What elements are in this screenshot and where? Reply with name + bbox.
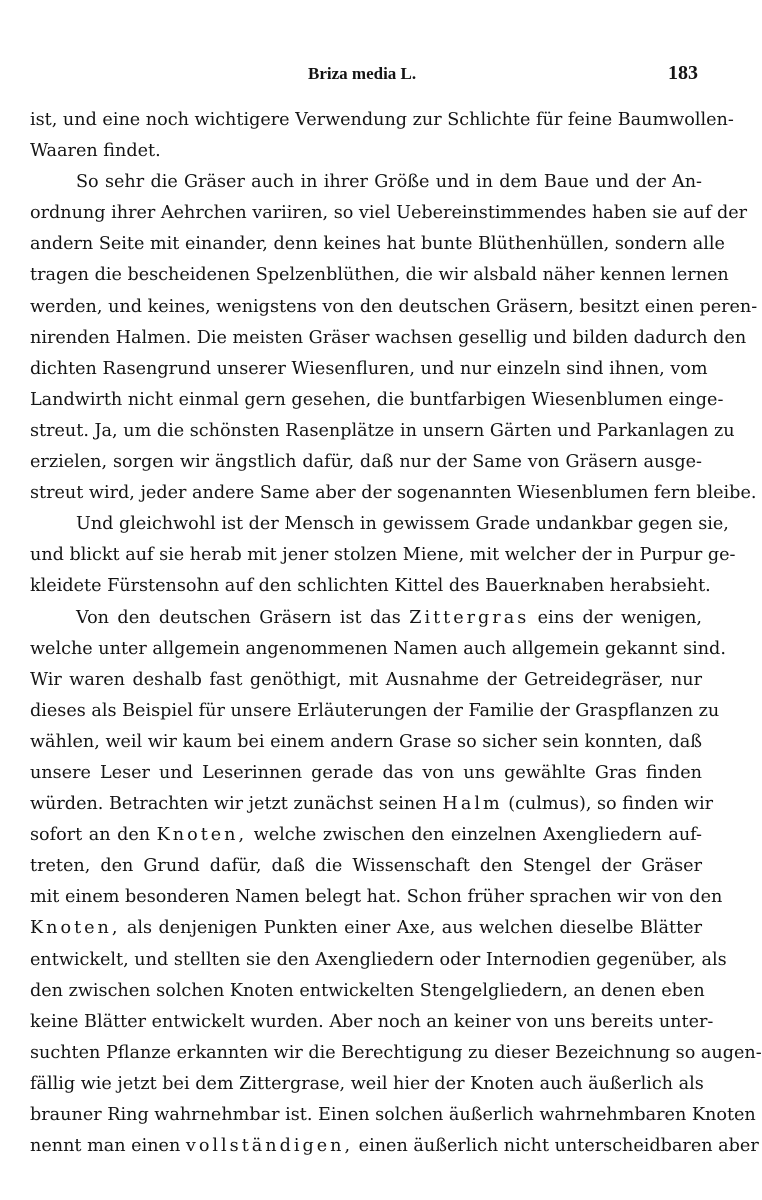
text-line: nirenden Halmen. Die meisten Gräser wachsen gesellig und bilden dadurch den	[30, 327, 747, 348]
text-line: kleidete Fürstensohn auf den schlichten Kittel des Bauerknaben herabsieht.	[30, 576, 711, 597]
running-head-title: Briza media L.	[308, 64, 417, 83]
text-line: Knoten, als denjenigen Punkten einer Axe, aus welchen dieselbe Blätter	[30, 918, 702, 939]
text-line: und blickt auf sie herab mit jener stolzen Miene, mit welcher der in Purpur ge-	[30, 545, 736, 566]
text-line: welche unter allgemein angenommenen Namen auch allgemein gekannt sind.	[30, 638, 726, 659]
text-line: treten, den Grund dafür, daß die Wissenschaft den Stengel der Gräser	[30, 856, 702, 877]
running-head	[0, 62, 732, 88]
text-line: ist, und eine noch wichtigere Verwendung zur Schlichte für feine Baumwollen-	[30, 110, 734, 130]
text-line: ordnung ihrer Aehrchen variiren, so viel Uebereinstimmendes haben sie auf der	[30, 203, 748, 224]
text-line: dichten Rasengrund unserer Wiesenfluren, und nur einzeln sind ihnen, vom	[30, 358, 708, 379]
text-line: Von den deutschen Gräsern ist das Zittergras eins der wenigen,	[76, 607, 703, 628]
text-line: suchten Pflanze erkannten wir die Berechtigung zu dieser Bezeichnung so augen-	[30, 1042, 762, 1063]
text-line: Und gleichwohl ist der Mensch in gewissem Grade undankbar gegen sie,	[76, 514, 729, 535]
text-line: dieses als Beispiel für unsere Erläuterungen der Familie der Graspflanzen zu	[30, 700, 720, 721]
text-line: tragen die bescheidenen Spelzenblüthen, die wir alsbald näher kennen lernen	[30, 265, 729, 286]
text-line: würden. Betrachten wir jetzt zunächst seinen Halm (culmus), so finden wir	[30, 794, 713, 815]
text-line: entwickelt, und stellten sie den Axengliedern oder Internodien gegenüber, als	[30, 949, 727, 970]
text-line: sofort an den Knoten, welche zwischen den einzelnen Axengliedern auf-	[30, 825, 702, 846]
page-number: 183	[668, 62, 698, 84]
text-line: Wir waren deshalb fast genöthigt, mit Ausnahme der Getreidegräser, nur	[30, 669, 702, 690]
text-line: brauner Ring wahrnehmbar ist. Einen solchen äußerlich wahrnehmbaren Knoten	[30, 1105, 756, 1125]
text-line: mit einem besonderen Namen belegt hat. Schon früher sprachen wir von den	[30, 887, 723, 908]
text-line: werden, und keines, wenigstens von den deutschen Gräsern, besitzt einen peren-	[30, 296, 758, 317]
text-line: den zwischen solchen Knoten entwickelten Stengelgliedern, an denen eben	[30, 980, 705, 1001]
text-line: streut. Ja, um die schönsten Rasenplätze in unsern Gärten und Parkanlagen zu	[30, 420, 735, 441]
text-line: nennt man einen vollständigen, einen äußerlich nicht unterscheidbaren aber	[30, 1136, 759, 1157]
text-line: erzielen, sorgen wir ängstlich dafür, daß nur der Same von Gräsern ausge-	[30, 452, 702, 473]
text-line: fällig wie jetzt bei dem Zittergrase, weil hier der Knoten auch äußerlich als	[30, 1073, 704, 1094]
text-line: andern Seite mit einander, denn keines hat bunte Blüthenhüllen, sondern alle	[30, 234, 725, 255]
text-line: Landwirth nicht einmal gern gesehen, die buntfarbigen Wiesenblumen einge-	[30, 389, 724, 410]
text-line: So sehr die Gräser auch in ihrer Größe und in dem Baue und der An-	[76, 172, 702, 193]
body-text	[30, 105, 762, 1162]
text-line: Waaren findet.	[30, 141, 161, 162]
text-line: wählen, weil wir kaum bei einem andern Grase so sicher sein konnten, daß	[30, 731, 702, 752]
text-line: streut wird, jeder andere Same aber der sogenannten Wiesenblumen fern bleibe.	[30, 483, 757, 504]
text-line: unsere Leser und Leserinnen gerade das von uns gewählte Gras finden	[30, 762, 702, 783]
text-line: keine Blätter entwickelt wurden. Aber noch an keiner von uns bereits unter-	[30, 1011, 714, 1032]
